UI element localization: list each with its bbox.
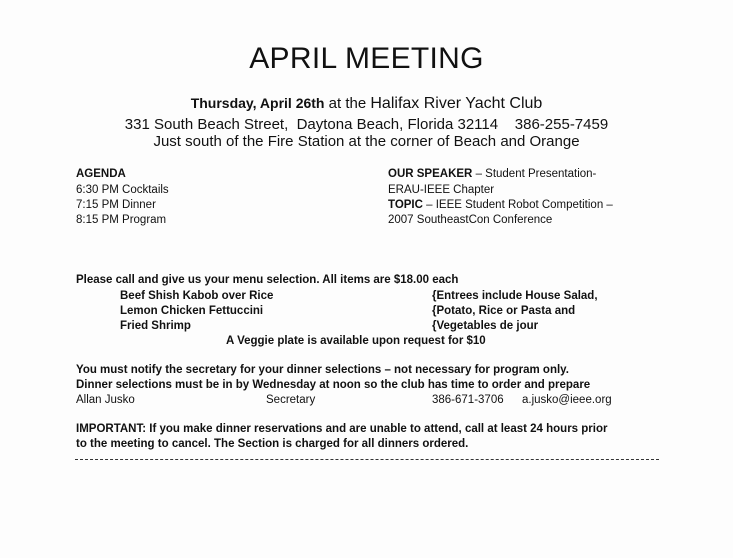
event-directions: Just south of the Fire Station at the corner of Beach and Orange [153, 133, 580, 150]
agenda-item: 7:15 PM Dinner [76, 199, 156, 211]
menu-note: {Entrees include House Salad, [432, 290, 598, 302]
event-address: 331 South Beach Street, Daytona Beach, Florida 32114 386-255-7459 [124, 116, 609, 133]
event-venue: Halifax River Yacht Club [370, 95, 543, 112]
topic-text: – IEEE Student Robot Competition – [426, 199, 613, 211]
agenda-heading: AGENDA [76, 168, 126, 180]
speaker-chapter: ERAU-IEEE Chapter [388, 184, 495, 196]
page-title: APRIL MEETING [249, 42, 484, 75]
agenda-item: 8:15 PM Program [76, 214, 167, 226]
contact-phone: 386-671-3706 [432, 394, 504, 406]
topic-label: TOPIC [388, 199, 423, 211]
speaker-text: – Student Presentation- [475, 168, 597, 180]
event-date-venue [0, 95, 733, 113]
dashed-divider [75, 459, 659, 460]
contact-email[interactable]: a.jusko@ieee.org [522, 394, 612, 406]
menu-intro: Please call and give us your menu selection. All items are $18.00 each [76, 274, 459, 286]
menu-entree: Lemon Chicken Fettuccini [120, 305, 264, 317]
notify-line: Dinner selections must be in by Wednesday at noon so the club has time to order and prepare [76, 379, 591, 391]
topic-conference: 2007 SoutheastCon Conference [388, 214, 553, 226]
menu-entree: Fried Shrimp [120, 320, 191, 332]
topic-line [388, 199, 613, 211]
menu-veggie: A Veggie plate is available upon request for $10 [226, 335, 486, 347]
agenda-item: 6:30 PM Cocktails [76, 184, 169, 196]
speaker-line [388, 168, 596, 180]
important-line: to the meeting to cancel. The Section is charged for all dinners ordered. [76, 438, 469, 450]
event-at: at the [328, 95, 367, 112]
event-date: Thursday, April 26th [190, 95, 325, 111]
important-line: IMPORTANT: If you make dinner reservations and are unable to attend, call at least 24 hours prior [76, 423, 608, 435]
notify-line: You must notify the secretary for your dinner selections – not necessary for program only. [76, 364, 569, 376]
speaker-label: OUR SPEAKER [388, 168, 473, 180]
contact-name: Allan Jusko [76, 394, 135, 406]
menu-note: {Vegetables de jour [432, 320, 539, 332]
menu-note: {Potato, Rice or Pasta and [432, 305, 576, 317]
contact-role: Secretary [266, 394, 316, 406]
menu-entree: Beef Shish Kabob over Rice [120, 290, 274, 302]
